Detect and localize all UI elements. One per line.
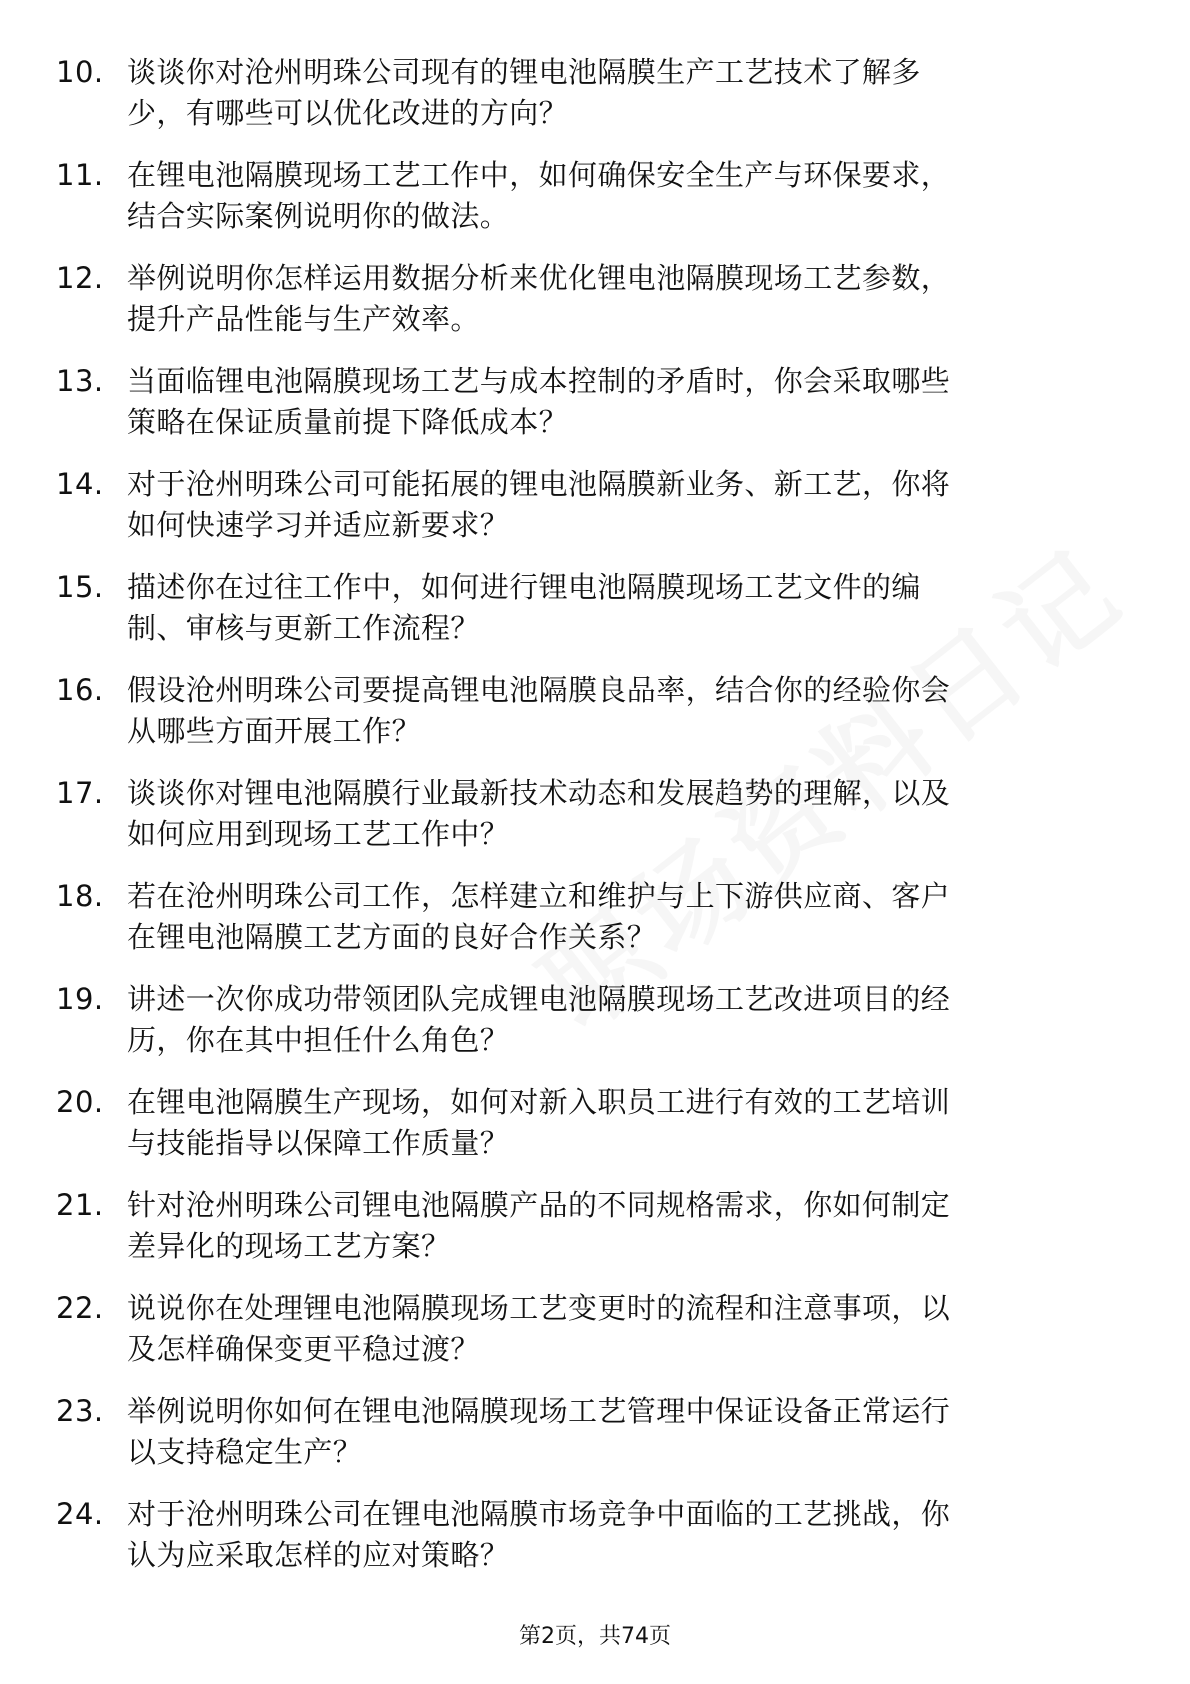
question-list: [0, 52, 1190, 1597]
question-number: 20.: [56, 1085, 104, 1119]
question-text: 讲述一次你成功带领团队完成锂电池隔膜现场工艺改进项目的经 历，你在其中担任什么角色？: [127, 982, 951, 1057]
list-item: [0, 773, 1190, 876]
list-item: [0, 1185, 1190, 1288]
question-number: 12.: [56, 261, 104, 295]
list-item: [0, 361, 1190, 464]
question-number: 18.: [56, 879, 104, 913]
list-item: [0, 464, 1190, 567]
list-item: [0, 155, 1190, 258]
question-text: 对于沧州明珠公司可能拓展的锂电池隔膜新业务、新工艺，你将 如何快速学习并适应新要求？: [127, 467, 951, 542]
question-number: 10.: [56, 55, 104, 89]
question-number: 21.: [56, 1188, 104, 1222]
list-item: [0, 1288, 1190, 1391]
list-item: [0, 52, 1190, 155]
list-item: [0, 258, 1190, 361]
question-number: 24.: [56, 1497, 104, 1531]
question-text: 针对沧州明珠公司锂电池隔膜产品的不同规格需求，你如何制定 差异化的现场工艺方案？: [127, 1188, 951, 1263]
list-item: [0, 1082, 1190, 1185]
question-text: 举例说明你如何在锂电池隔膜现场工艺管理中保证设备正常运行 以支持稳定生产？: [127, 1394, 951, 1469]
question-text: 对于沧州明珠公司在锂电池隔膜市场竞争中面临的工艺挑战，你 认为应采取怎样的应对策略？: [127, 1497, 951, 1572]
question-text: 说说你在处理锂电池隔膜现场工艺变更时的流程和注意事项，以 及怎样确保变更平稳过渡？: [127, 1291, 951, 1366]
list-item: [0, 876, 1190, 979]
question-text: 举例说明你怎样运用数据分析来优化锂电池隔膜现场工艺参数， 提升产品性能与生产效率。: [127, 261, 951, 336]
question-number: 14.: [56, 467, 104, 501]
question-text: 当面临锂电池隔膜现场工艺与成本控制的矛盾时，你会采取哪些 策略在保证质量前提下降低成本？: [127, 364, 951, 439]
question-text: 在锂电池隔膜现场工艺工作中，如何确保安全生产与环保要求， 结合实际案例说明你的做法。: [127, 158, 951, 233]
question-number: 19.: [56, 982, 104, 1016]
page-footer: [0, 1623, 1190, 1651]
question-text: 谈谈你对沧州明珠公司现有的锂电池隔膜生产工艺技术了解多 少，有哪些可以优化改进的方向？: [127, 55, 921, 130]
list-item: [0, 670, 1190, 773]
question-number: 15.: [56, 570, 104, 604]
list-item: [0, 1494, 1190, 1597]
question-number: 22.: [56, 1291, 104, 1325]
question-number: 13.: [56, 364, 104, 398]
page-number: 第2页，共74页: [519, 1624, 671, 1649]
question-number: 11.: [56, 158, 104, 192]
question-text: 描述你在过往工作中，如何进行锂电池隔膜现场工艺文件的编 制、审核与更新工作流程？: [127, 570, 921, 645]
question-text: 若在沧州明珠公司工作，怎样建立和维护与上下游供应商、客户 在锂电池隔膜工艺方面的良好合作关系？: [127, 879, 951, 954]
question-number: 17.: [56, 776, 104, 810]
question-number: 23.: [56, 1394, 104, 1428]
list-item: [0, 979, 1190, 1082]
list-item: [0, 1391, 1190, 1494]
list-item: [0, 567, 1190, 670]
question-text: 谈谈你对锂电池隔膜行业最新技术动态和发展趋势的理解，以及 如何应用到现场工艺工作中？: [127, 776, 951, 851]
question-number: 16.: [56, 673, 104, 707]
question-text: 在锂电池隔膜生产现场，如何对新入职员工进行有效的工艺培训 与技能指导以保障工作质量？: [127, 1085, 951, 1160]
question-text: 假设沧州明珠公司要提高锂电池隔膜良品率，结合你的经验你会 从哪些方面开展工作？: [127, 673, 951, 748]
